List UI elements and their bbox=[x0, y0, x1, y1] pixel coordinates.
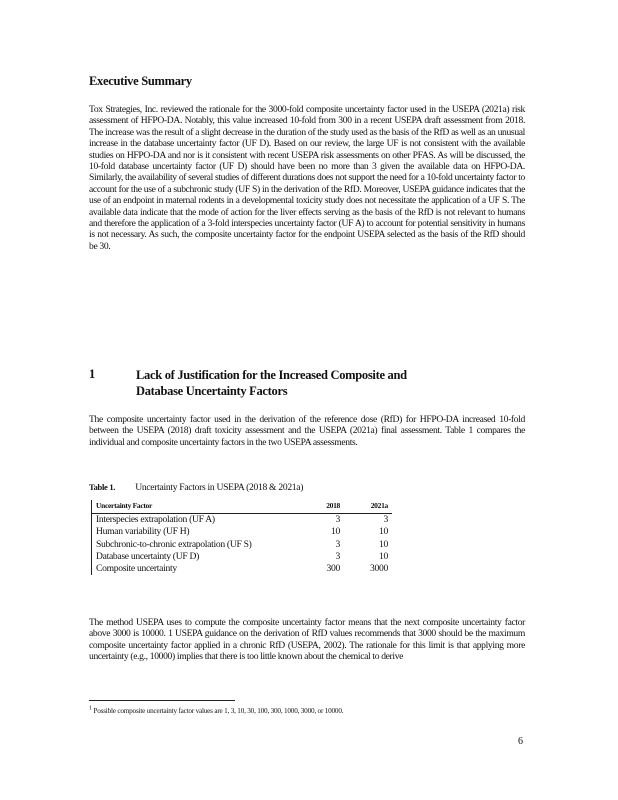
table-caption bbox=[89, 482, 303, 493]
table-cell: 300 bbox=[326, 563, 340, 575]
table-row bbox=[92, 563, 392, 575]
table-cell: 3 bbox=[383, 514, 388, 525]
footnote-text: Possible composite uncertainty factor values are 1, 3, 10, 30, 100, 300, 1000, 3000, or 10000. bbox=[93, 707, 344, 715]
page-number: 6 bbox=[518, 736, 523, 747]
section-intro-paragraph: The composite uncertainty factor used in the derivation of the reference dose (RfD) for HFPO-DA increased 10-fold between the USEPA (2018) draft toxicity assessment and the USEPA (2021a) final assessment. Table 1 compares the individual and composite uncertainty factors in the two USEPA assessments. bbox=[89, 414, 525, 448]
footnote bbox=[89, 707, 529, 715]
footnote-divider bbox=[89, 700, 235, 701]
header-uncertainty-factor: Uncertainty Factor bbox=[92, 500, 296, 514]
uncertainty-factors-table bbox=[91, 500, 392, 575]
table-header-row bbox=[92, 500, 392, 514]
table-cell: Composite uncertainty bbox=[96, 563, 177, 575]
table-cell: 3000 bbox=[370, 563, 388, 575]
section-number: 1 bbox=[89, 367, 96, 381]
table-cell: 3 bbox=[335, 514, 340, 525]
table-cell: 3 bbox=[335, 550, 340, 562]
composite-method-paragraph: The method USEPA uses to compute the composite uncertainty factor means that the next composite uncertainty factor above 3000 is 10000. 1 USEPA guidance on the derivation of RfD values recommends that 3000 should be the maximum composite uncertainty factor applied in a chronic RfD (USEPA, 2002). The rationale for this limit is that applying more uncertainty (e.g., 10000) implies that there is too little known about the chemical to derive bbox=[89, 617, 525, 663]
table-row bbox=[92, 551, 392, 563]
table-cell: 10 bbox=[379, 550, 388, 562]
table-row bbox=[92, 514, 392, 527]
table-cell: 3 bbox=[335, 538, 340, 550]
table-label: Table 1. bbox=[89, 482, 116, 492]
table-cell: Database uncertainty (UF D) bbox=[96, 550, 199, 562]
header-2018: 2018 bbox=[296, 500, 344, 514]
table-title: Uncertainty Factors in USEPA (2018 & 2021a) bbox=[135, 482, 304, 493]
header-2021a: 2021a bbox=[344, 500, 392, 514]
table-cell: 10 bbox=[379, 538, 388, 550]
table-cell: Interspecies extrapolation (UF A) bbox=[96, 514, 215, 525]
section-title: Lack of Justification for the Increased Composite and Database Uncertainty Factors bbox=[136, 368, 407, 398]
executive-summary-heading: Executive Summary bbox=[89, 74, 192, 88]
table-cell: Subchronic-to-chronic extrapolation (UF S) bbox=[96, 538, 252, 550]
table-cell: 10 bbox=[379, 526, 388, 538]
footnote-marker: 1 bbox=[89, 705, 92, 712]
table-cell: Human variability (UF H) bbox=[96, 526, 190, 538]
table-row bbox=[92, 539, 392, 551]
table-cell: 10 bbox=[331, 526, 340, 538]
table-row bbox=[92, 526, 392, 538]
executive-summary-paragraph: Tox Strategies, Inc. reviewed the rationale for the 3000-fold composite uncertainty factor used in the USEPA (2021a) risk assessment of HFPO-DA. Notably, this value increased 10-fold from 300 in a recent USEPA draft assessment from 2018. The increase was the result of a slight decrease in the duration of the study used as the basis of the RfD as well as an unusual increase in the database uncertainty factor (UF D). Based on our review, the large UF is not consistent with the available studies on HFPO-DA and nor is it consistent with recent USEPA risk assessments on other PFAS. As will be discussed, the 10-fold database uncertainty factor (UF D) should have been no more than 3 given the available data on HFPO-DA. Similarly, the availability of several studies of different durations does not support the need for a 10-fold uncertainty factor to account for the use of a subchronic study (UF S) in the derivation of the RfD. Moreover, USEPA guidance indicates that the use of an endpoint in maternal rodents in a developmental toxicity study does not necessitate the application of a UF S. The available data indicate that the mode of action for the liver effects serving as the basis of the RfD is not relevant to humans and therefore the application of a 3-fold interspecies uncertainty factor (UF A) to account for potential sensitivity in humans is not necessary. As such, the composite uncertainty factor for the endpoint USEPA selected as the basis of the RfD should be 30. bbox=[89, 104, 525, 252]
